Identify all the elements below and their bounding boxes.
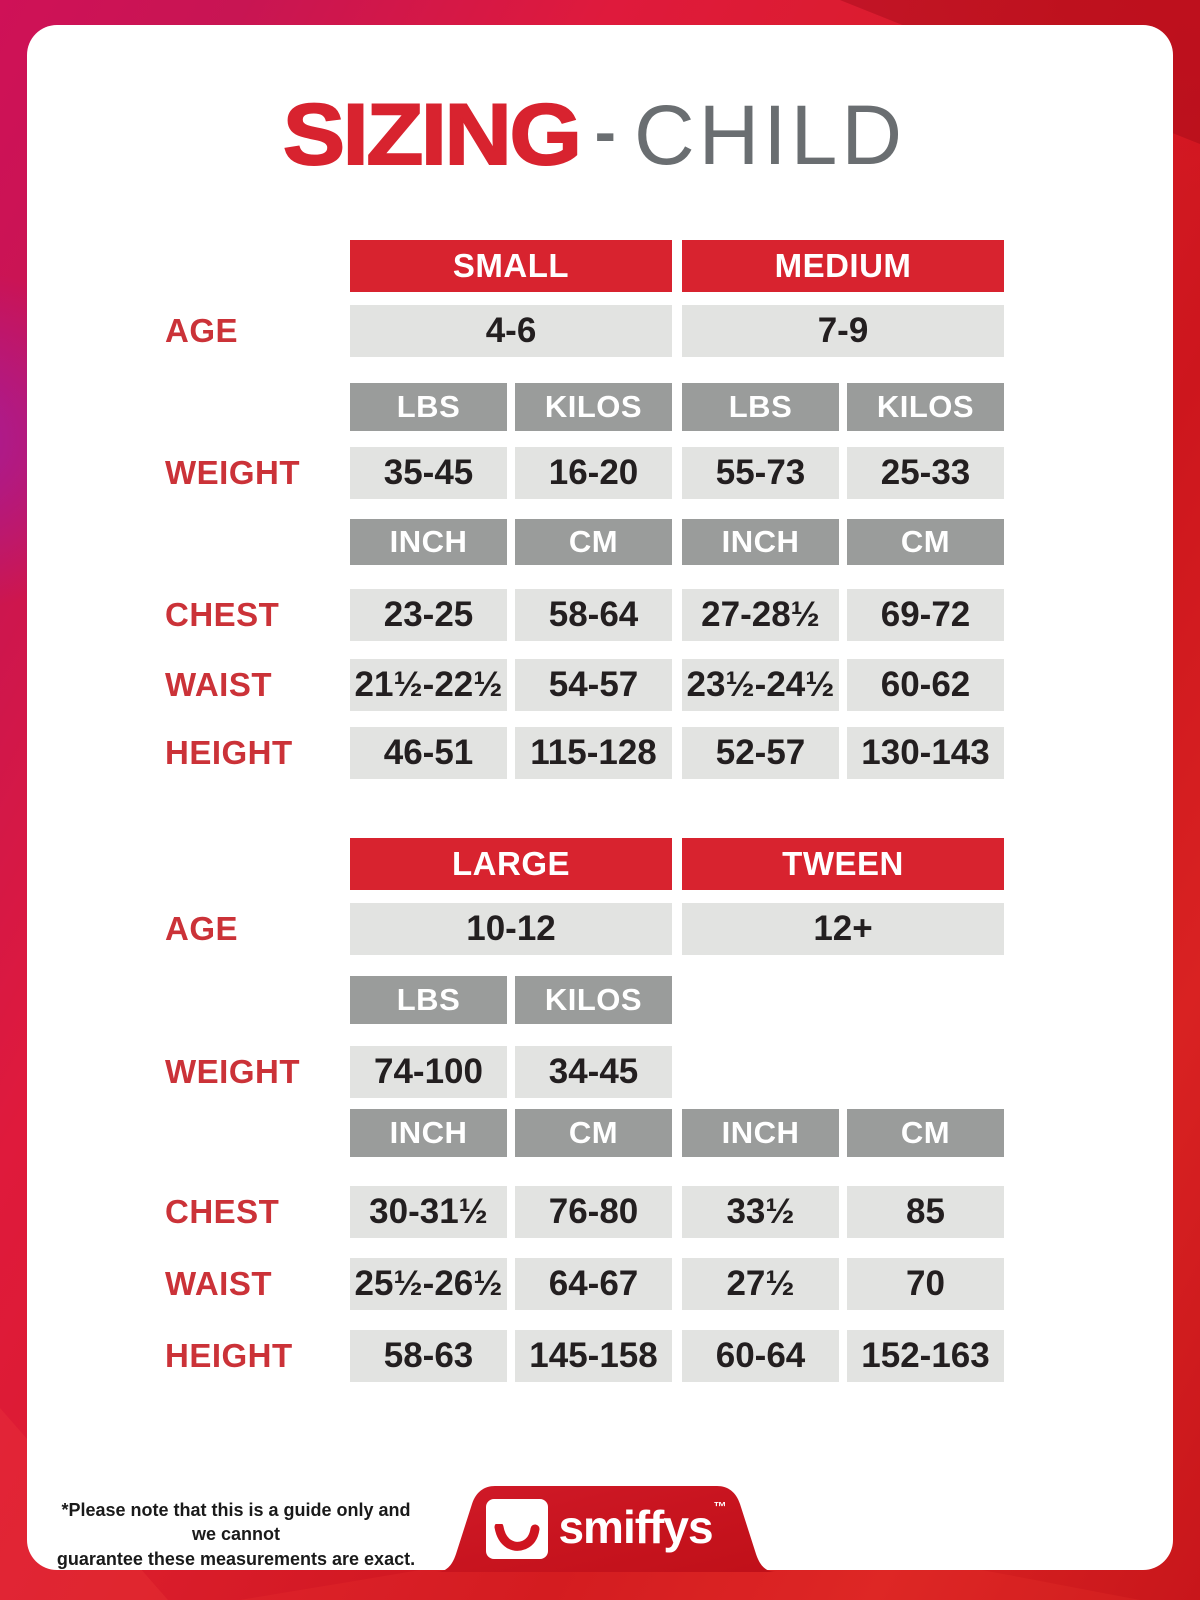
height-value-cell: 130-143 bbox=[847, 727, 1004, 779]
unit-header-inch: INCH bbox=[682, 1109, 839, 1157]
waist-value-cell: 23½-24½ bbox=[682, 659, 839, 711]
height-value-cell: 115-128 bbox=[515, 727, 672, 779]
logo-wordmark: smiffys bbox=[558, 1501, 713, 1553]
waist-value-cell: 54-57 bbox=[515, 659, 672, 711]
unit-header-inch: INCH bbox=[350, 1109, 507, 1157]
unit-header-lbs: LBS bbox=[350, 976, 507, 1024]
row-label-weight: WEIGHT bbox=[165, 454, 300, 491]
age-value-cell: 12+ bbox=[682, 903, 1004, 955]
unit-header-cm: CM bbox=[515, 1109, 672, 1157]
title-separator: - bbox=[594, 96, 616, 168]
size-header-small: SMALL bbox=[350, 240, 672, 292]
age-value-cell: 4-6 bbox=[350, 305, 672, 357]
smiffys-logo bbox=[436, 1480, 776, 1572]
unit-header-inch: INCH bbox=[682, 519, 839, 565]
weight-value-cell: 55-73 bbox=[682, 447, 839, 499]
weight-value-cell: 16-20 bbox=[515, 447, 672, 499]
size-header-medium: MEDIUM bbox=[682, 240, 1004, 292]
row-label-weight: WEIGHT bbox=[165, 1053, 300, 1090]
chest-value-cell: 30-31½ bbox=[350, 1186, 507, 1238]
unit-header-cm: CM bbox=[847, 519, 1004, 565]
unit-header-kilos: KILOS bbox=[515, 383, 672, 431]
waist-value-cell: 64-67 bbox=[515, 1258, 672, 1310]
row-label-age: AGE bbox=[165, 312, 239, 349]
weight-value-cell: 34-45 bbox=[515, 1046, 672, 1098]
unit-header-inch: INCH bbox=[350, 519, 507, 565]
waist-value-cell: 70 bbox=[847, 1258, 1004, 1310]
waist-value-cell: 21½-22½ bbox=[350, 659, 507, 711]
unit-header-kilos: KILOS bbox=[515, 976, 672, 1024]
title-sizing: SIZING bbox=[282, 87, 580, 183]
row-label-chest: CHEST bbox=[165, 1193, 280, 1230]
logo-content bbox=[436, 1486, 776, 1572]
row-label-height: HEIGHT bbox=[165, 1337, 293, 1374]
height-value-cell: 60-64 bbox=[682, 1330, 839, 1382]
waist-value-cell: 60-62 bbox=[847, 659, 1004, 711]
disclaimer-line2: guarantee these measurements are exact. bbox=[56, 1548, 416, 1569]
unit-header-kilos: KILOS bbox=[847, 383, 1004, 431]
chest-value-cell: 58-64 bbox=[515, 589, 672, 641]
disclaimer-line1: *Please note that this is a guide only and we cannot bbox=[61, 1500, 411, 1545]
weight-value-cell: 25-33 bbox=[847, 447, 1004, 499]
smile-icon bbox=[494, 1524, 540, 1552]
logo-text bbox=[558, 1498, 727, 1553]
smile-box bbox=[486, 1499, 548, 1559]
weight-value-cell: 35-45 bbox=[350, 447, 507, 499]
row-label-chest: CHEST bbox=[165, 596, 280, 633]
chest-value-cell: 85 bbox=[847, 1186, 1004, 1238]
size-header-large: LARGE bbox=[350, 838, 672, 890]
chest-value-cell: 76-80 bbox=[515, 1186, 672, 1238]
disclaimer-note bbox=[52, 1498, 420, 1571]
chest-value-cell: 69-72 bbox=[847, 589, 1004, 641]
row-label-waist: WAIST bbox=[165, 1265, 272, 1302]
height-value-cell: 152-163 bbox=[847, 1330, 1004, 1382]
waist-value-cell: 27½ bbox=[682, 1258, 839, 1310]
page-title bbox=[0, 87, 1200, 183]
chest-value-cell: 23-25 bbox=[350, 589, 507, 641]
height-value-cell: 46-51 bbox=[350, 727, 507, 779]
row-label-height: HEIGHT bbox=[165, 734, 293, 771]
unit-header-cm: CM bbox=[847, 1109, 1004, 1157]
unit-header-lbs: LBS bbox=[682, 383, 839, 431]
waist-value-cell: 25½-26½ bbox=[350, 1258, 507, 1310]
unit-header-cm: CM bbox=[515, 519, 672, 565]
unit-header-lbs: LBS bbox=[350, 383, 507, 431]
logo-tm: ™ bbox=[713, 1498, 727, 1514]
row-label-age: AGE bbox=[165, 910, 239, 947]
age-value-cell: 7-9 bbox=[682, 305, 1004, 357]
height-value-cell: 145-158 bbox=[515, 1330, 672, 1382]
chest-value-cell: 27-28½ bbox=[682, 589, 839, 641]
size-header-tween: TWEEN bbox=[682, 838, 1004, 890]
height-value-cell: 52-57 bbox=[682, 727, 839, 779]
title-child: CHILD bbox=[633, 88, 907, 182]
chest-value-cell: 33½ bbox=[682, 1186, 839, 1238]
age-value-cell: 10-12 bbox=[350, 903, 672, 955]
height-value-cell: 58-63 bbox=[350, 1330, 507, 1382]
row-label-waist: WAIST bbox=[165, 666, 272, 703]
weight-value-cell: 74-100 bbox=[350, 1046, 507, 1098]
